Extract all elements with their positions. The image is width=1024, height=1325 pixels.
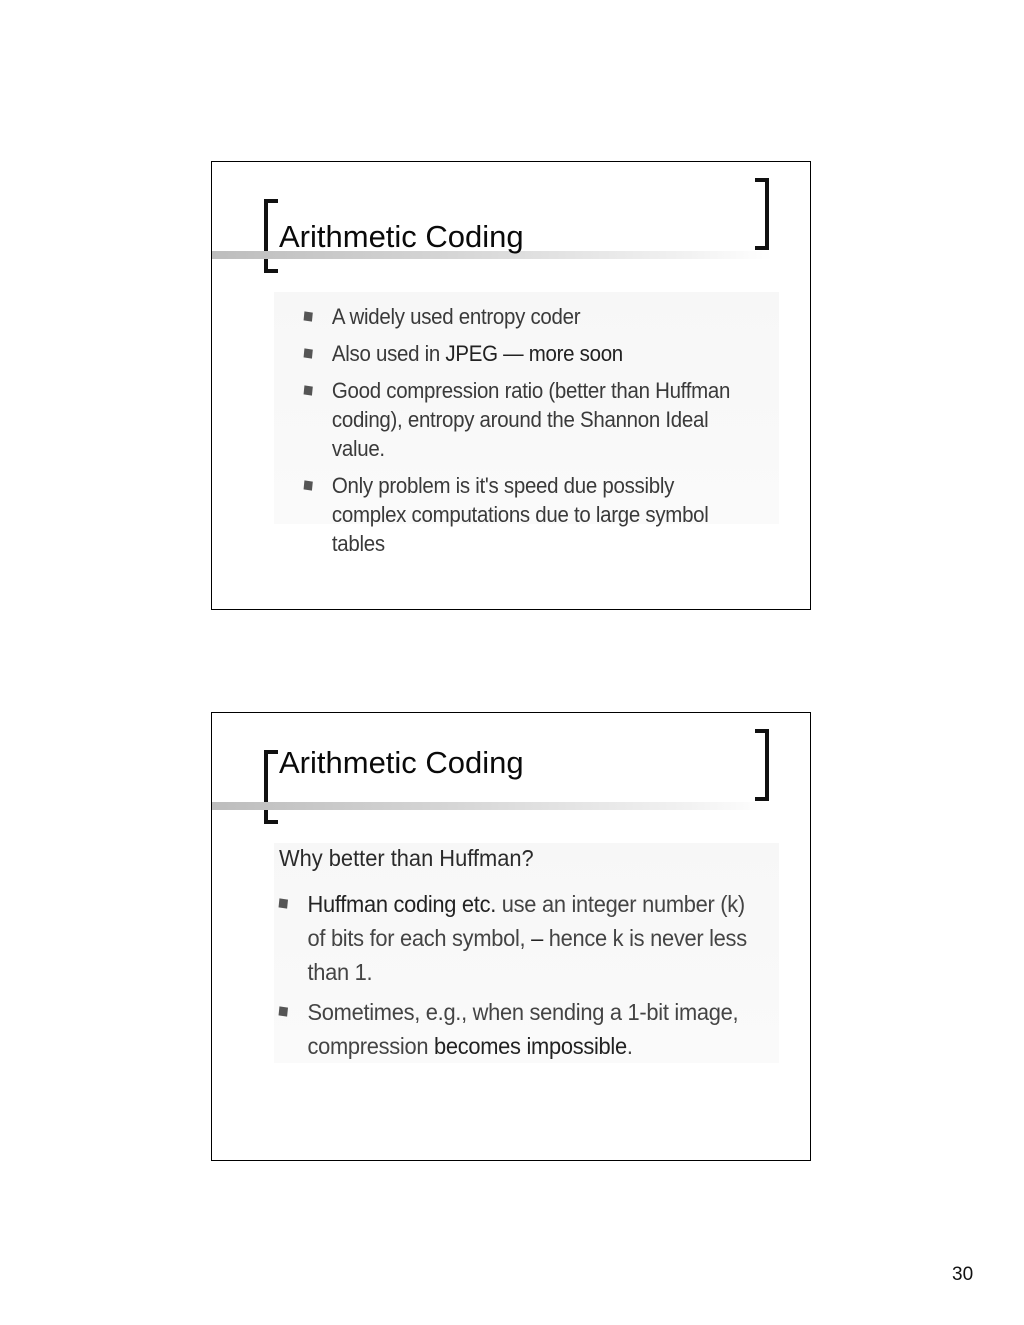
- bullet-text: Also used in: [331, 341, 446, 366]
- title-underline-bar: [212, 802, 772, 810]
- bullet-list: [304, 302, 774, 566]
- slide-1: [211, 161, 811, 610]
- slide-title: Arithmetic Coding: [279, 745, 524, 780]
- square-bullet-icon: [304, 311, 313, 321]
- slide-content: [274, 292, 779, 556]
- bullet-item: [304, 376, 741, 463]
- bullet-text: .: [626, 1033, 633, 1059]
- square-bullet-icon: [304, 348, 313, 358]
- left-bracket-decoration: [264, 199, 278, 273]
- bullet-text: Sometimes, e.g., when sending a 1-bit image, compression: [307, 999, 739, 1059]
- right-bracket-decoration: [755, 729, 769, 801]
- bullet-text: A widely used entropy coder: [331, 304, 581, 329]
- bullet-dash: –: [531, 925, 543, 951]
- slide-2: [211, 712, 811, 1161]
- bullet-item: [304, 339, 741, 368]
- page-number: 30: [952, 1264, 974, 1285]
- left-bracket-decoration: [264, 750, 278, 824]
- bullet-text-emphasis: Huffman coding etc.: [307, 891, 497, 917]
- slide-content: [274, 843, 779, 1063]
- bullet-item: [304, 471, 741, 558]
- bullet-item: [279, 887, 749, 989]
- square-bullet-icon: [279, 898, 288, 908]
- right-bracket-decoration: [755, 178, 769, 250]
- bullet-item: [279, 995, 749, 1063]
- slide-title: Arithmetic Coding: [279, 219, 524, 254]
- bullet-text: hence k is never less than 1.: [307, 925, 747, 985]
- bullet-list: [279, 887, 774, 1069]
- bullet-text-emphasis: becomes impossible: [434, 1033, 627, 1059]
- bullet-text: Only problem is it's speed due possibly complex computations due to large symbol tables: [331, 473, 709, 556]
- bullet-item: [304, 302, 741, 331]
- square-bullet-icon: [304, 385, 313, 395]
- square-bullet-icon: [279, 1006, 288, 1016]
- bullet-text-emphasis: JPEG — more soon: [445, 341, 623, 366]
- bullet-text: use an integer number (k) of bits for each symbol,: [307, 891, 745, 951]
- slide-subheading: Why better than Huffman?: [279, 845, 534, 871]
- bullet-text: Good compression ratio (better than Huffman coding), entropy around the Shannon Ideal value.: [331, 378, 731, 461]
- square-bullet-icon: [304, 480, 313, 490]
